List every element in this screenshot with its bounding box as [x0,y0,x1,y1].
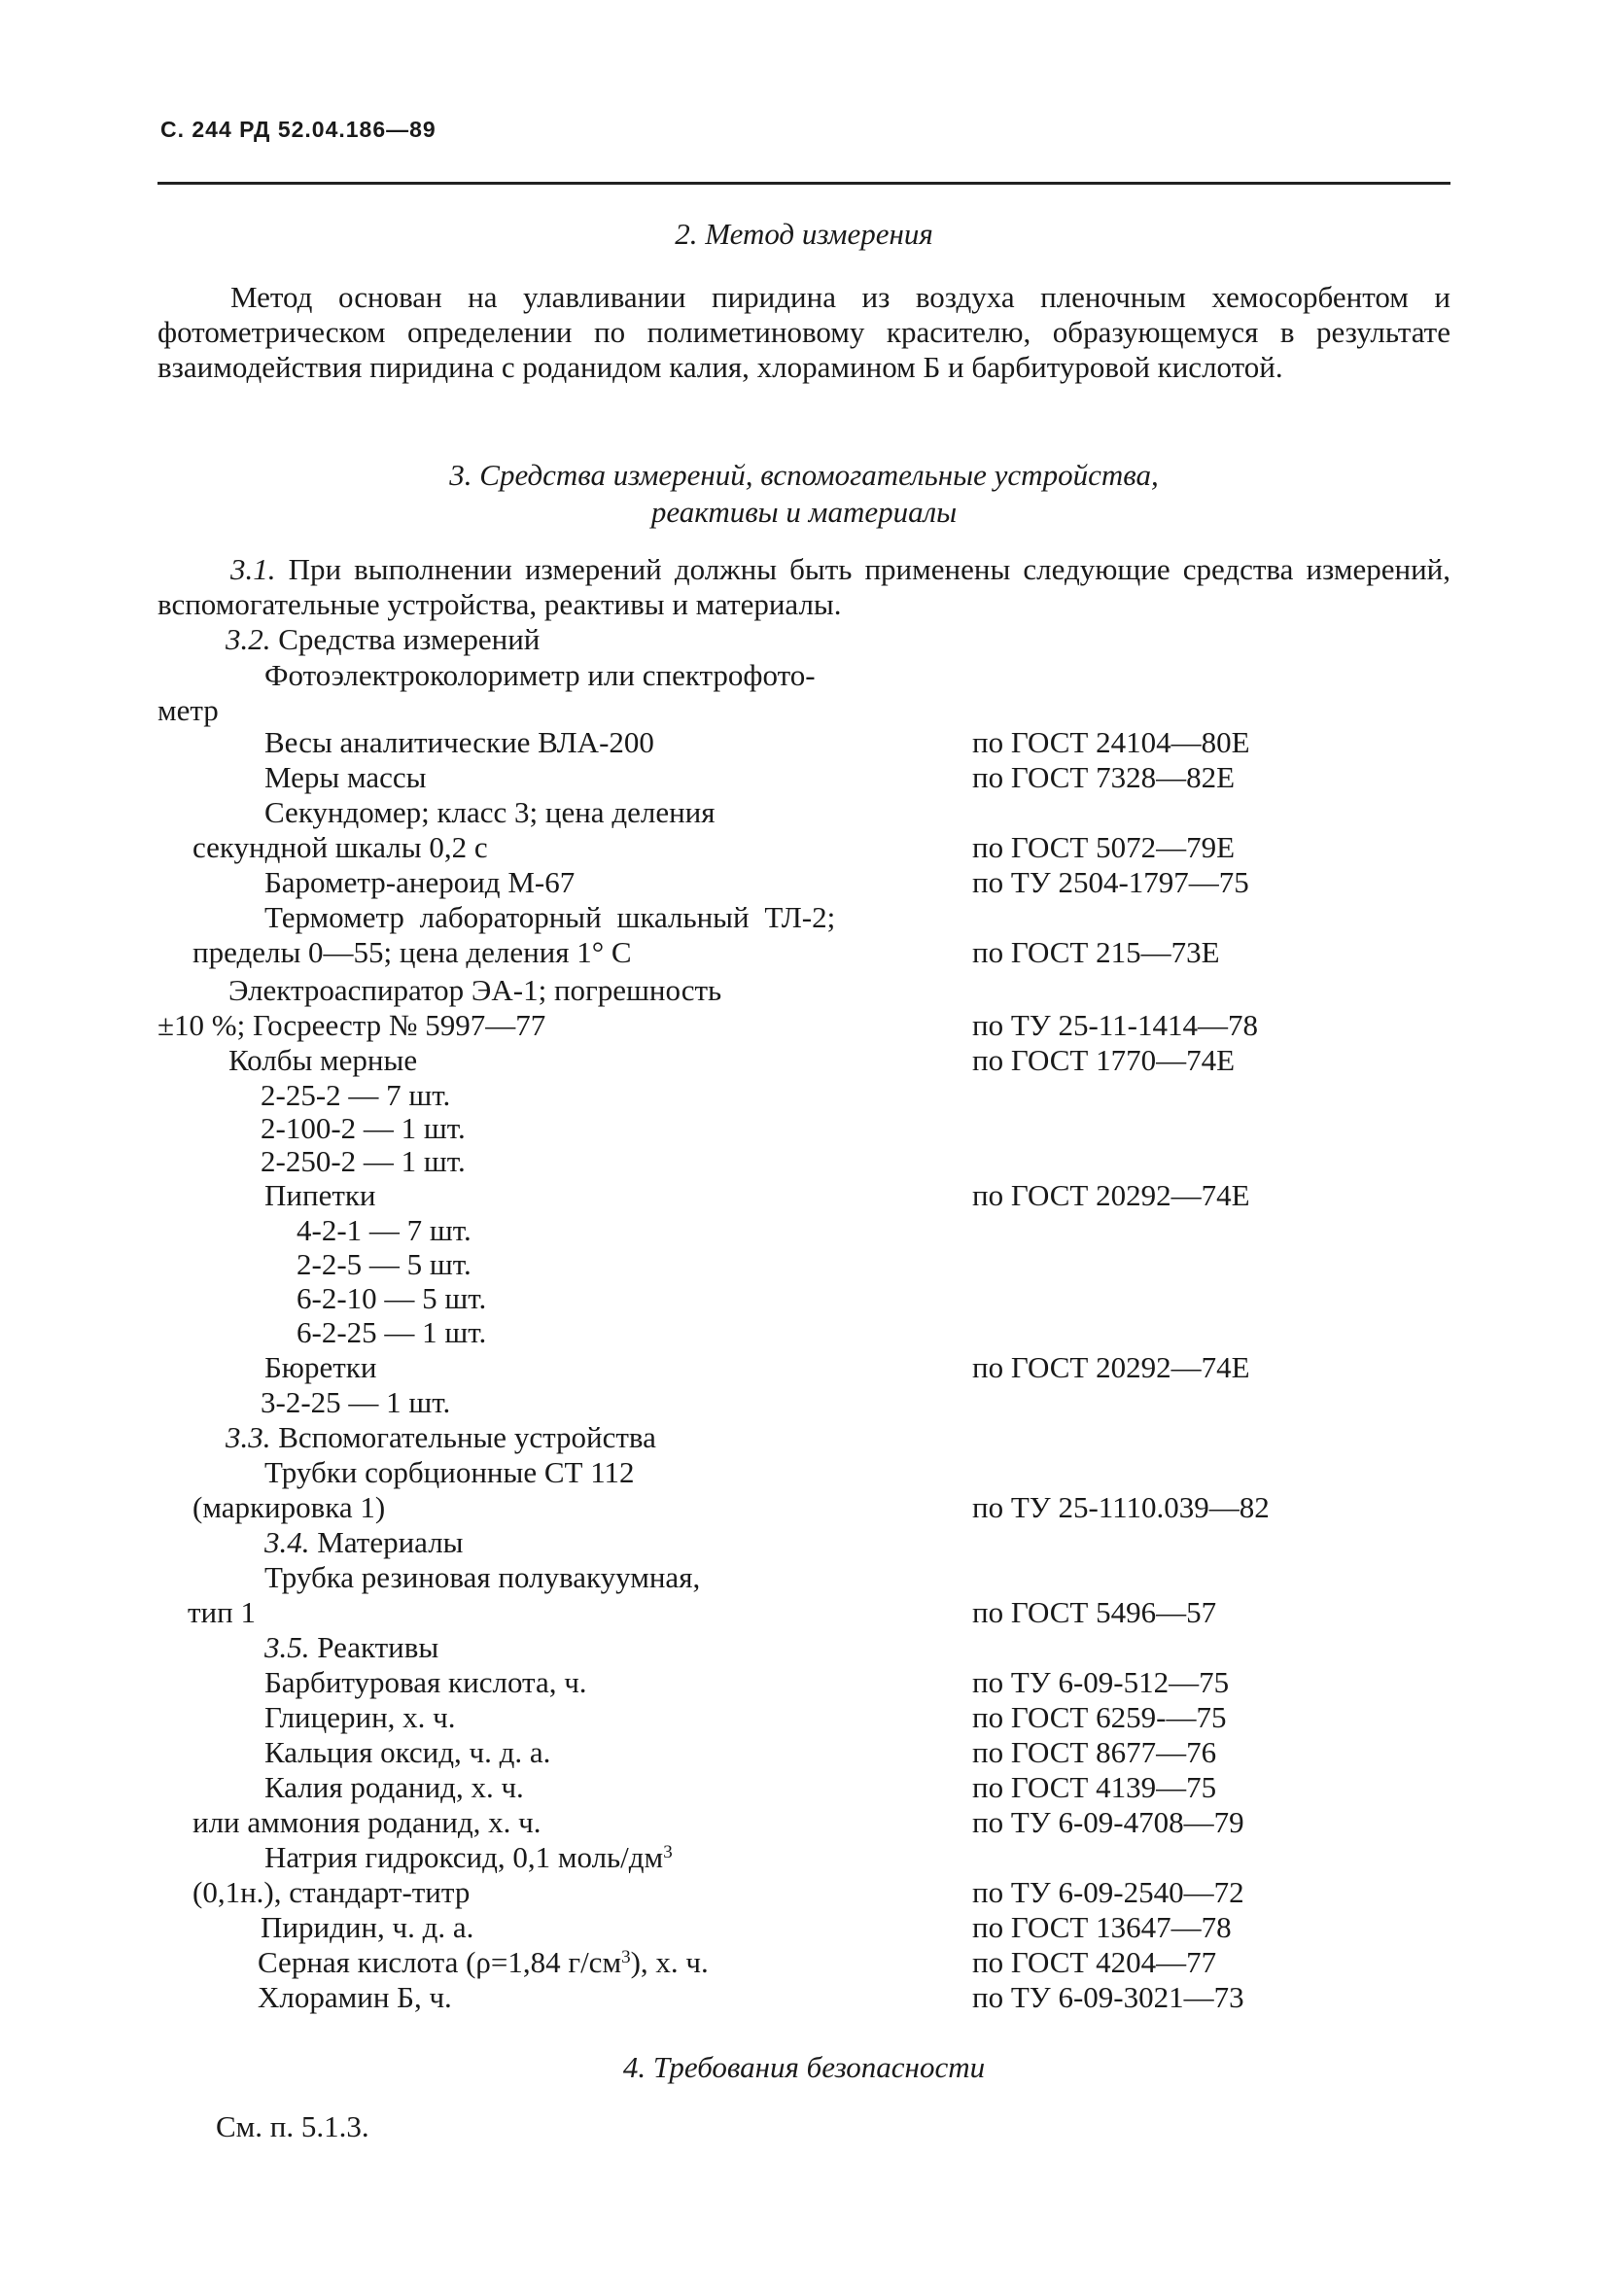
paragraph-3-3-text: Вспомогательные устройства [278,1420,656,1454]
item-barometer-ref: по ТУ 2504-1797—75 [972,865,1249,899]
item-scales: Весы аналитические ВЛА-200 [264,725,654,759]
item-thermometer-ref: по ГОСТ 215—73Е [972,935,1220,969]
paragraph-3-5 [264,1630,438,1665]
section-2-title: 2. Метод измерения [675,217,933,251]
item-burettes-ref: по ГОСТ 20292—74Е [972,1350,1250,1384]
item-pyridine-ref: по ГОСТ 13647—78 [972,1910,1232,1944]
item-barometer: Барометр-анероид М-67 [264,865,576,899]
section-3-title-line2: реактивы и материалы [650,495,958,529]
paragraph-3-4-text: Материалы [317,1525,464,1559]
paragraph-3-1 [157,552,1450,622]
item-rubber-tube-line1: Трубка резиновая полувакуумная, [264,1560,701,1594]
item-weights-ref: по ГОСТ 7328—82Е [972,760,1236,794]
item-ammonium-thiocyanate: или аммония роданид, х. ч. [192,1805,541,1839]
item-aspirator-line1: Электроаспиратор ЭА-1; погрешность [228,973,722,1007]
item-pyridine: Пиридин, ч. д. а. [261,1910,474,1944]
item-sodium-hydroxide-line2: (0,1н.), стандарт-титр [192,1875,471,1909]
page-header: С. 244 РД 52.04.186—89 [160,117,437,142]
paragraph-3-5-text: Реактивы [317,1630,439,1664]
item-barbituric-acid-ref: по ТУ 6-09-512—75 [972,1665,1230,1699]
item-photocolorimeter-line2: метр [157,693,219,727]
item-ammonium-thiocyanate-ref: по ТУ 6-09-4708—79 [972,1805,1244,1839]
item-aspirator-ref: по ТУ 25-11-1414—78 [972,1008,1258,1042]
sulfuric-acid-text: Серная кислота (ρ=1,84 г/см [258,1945,622,1979]
item-burettes: Бюретки [264,1350,377,1384]
section-4-title: 4. Требования безопасности [622,2050,986,2084]
sulfuric-acid-grade: ), х. ч. [630,1945,709,1979]
item-barbituric-acid: Барбитуровая кислота, ч. [264,1665,587,1699]
paragraph-3-1-number: 3.1. [230,552,276,586]
item-scales-ref: по ГОСТ 24104—80Е [972,725,1250,759]
item-thermometer-line1: Термометр лабораторный шкальный ТЛ-2; [264,900,836,934]
item-stopwatch-ref: по ГОСТ 5072—79Е [972,830,1236,864]
item-chloramine: Хлорамин Б, ч. [258,1980,452,2014]
list-item-pipette-1: 4-2-1 — 7 шт. [297,1213,472,1247]
item-chloramine-ref: по ТУ 6-09-3021—73 [972,1980,1244,2014]
item-rubber-tube-ref: по ГОСТ 5496—57 [972,1595,1217,1629]
paragraph-3-2-number: 3.2. [226,622,271,656]
sodium-hydroxide-text: Натрия гидроксид, 0,1 моль/дм [264,1840,664,1874]
section-4-text: См. п. 5.1.3. [216,2109,369,2143]
section-2-text: Метод основан на улавливании пиридина из воздуха пленочным хемосорбентом и фотометрическом определении по полиметиновому красителю, образующемуся в результате взаимодействия пиридина с роданидом калия, хлорамином Б и барбитуровой кислотой. [157,280,1450,384]
item-pipettes-ref: по ГОСТ 20292—74Е [972,1178,1250,1212]
list-item-pipette-2: 2-2-5 — 5 шт. [297,1247,472,1281]
paragraph-3-2-text: Средства измерений [278,622,541,656]
paragraph-3-2 [226,622,540,657]
item-sodium-hydroxide-line1 [264,1840,673,1875]
list-item-flask-2: 2-100-2 — 1 шт. [261,1111,466,1145]
header-rule [157,182,1450,185]
sodium-hydroxide-superscript: 3 [663,1842,673,1862]
item-aspirator-line2: ±10 %; Госреестр № 5997—77 [157,1008,546,1042]
item-photocolorimeter-line1: Фотоэлектроколориметр или спектрофото- [264,658,816,692]
paragraph-3-1-text: При выполнении измерений должны быть применены следующие средства измерений, вспомогательные устройства, реактивы и материалы. [157,552,1450,621]
item-thermometer-line2: пределы 0—55; цена деления 1° С [192,935,632,969]
list-item-pipette-4: 6-2-25 — 1 шт. [297,1315,487,1349]
item-sulfuric-acid-ref: по ГОСТ 4204—77 [972,1945,1217,1979]
item-glycerin: Глицерин, х. ч. [264,1700,456,1734]
item-stopwatch-line1: Секундомер; класс 3; цена деления [264,795,716,829]
section-3-title-line1: 3. Средства измерений, вспомогательные устройства, [449,458,1159,492]
item-potassium-thiocyanate-ref: по ГОСТ 4139—75 [972,1770,1217,1804]
paragraph-3-4 [264,1525,464,1560]
item-glycerin-ref: по ГОСТ 6259-—75 [972,1700,1227,1734]
item-calcium-oxide: Кальция оксид, ч. д. а. [264,1735,551,1769]
item-weights: Меры массы [264,760,427,794]
item-rubber-tube-line2: тип 1 [188,1595,256,1629]
list-item-flask-3: 2-250-2 — 1 шт. [261,1144,466,1178]
item-sodium-hydroxide-ref: по ТУ 6-09-2540—72 [972,1875,1244,1909]
list-item-burette-1: 3-2-25 — 1 шт. [261,1385,451,1419]
paragraph-3-4-number: 3.4. [264,1525,310,1559]
sulfuric-acid-superscript: 3 [621,1947,631,1967]
item-sulfuric-acid [258,1945,709,1980]
item-sorption-tubes-ref: по ТУ 25-1110.039—82 [972,1490,1270,1524]
item-sorption-tubes-line2: (маркировка 1) [192,1490,386,1524]
item-pipettes: Пипетки [264,1178,376,1212]
item-stopwatch-line2: секундной шкалы 0,2 с [192,830,488,864]
item-sorption-tubes-line1: Трубки сорбционные СТ 112 [264,1455,635,1489]
paragraph-3-5-number: 3.5. [264,1630,310,1664]
list-item-pipette-3: 6-2-10 — 5 шт. [297,1281,487,1315]
list-item-flask-1: 2-25-2 — 7 шт. [261,1078,451,1112]
item-potassium-thiocyanate: Калия роданид, х. ч. [264,1770,524,1804]
item-calcium-oxide-ref: по ГОСТ 8677—76 [972,1735,1217,1769]
item-flasks-ref: по ГОСТ 1770—74Е [972,1043,1236,1077]
item-flasks: Колбы мерные [228,1043,418,1077]
paragraph-3-3-number: 3.3. [226,1420,271,1454]
paragraph-3-3 [226,1420,656,1455]
